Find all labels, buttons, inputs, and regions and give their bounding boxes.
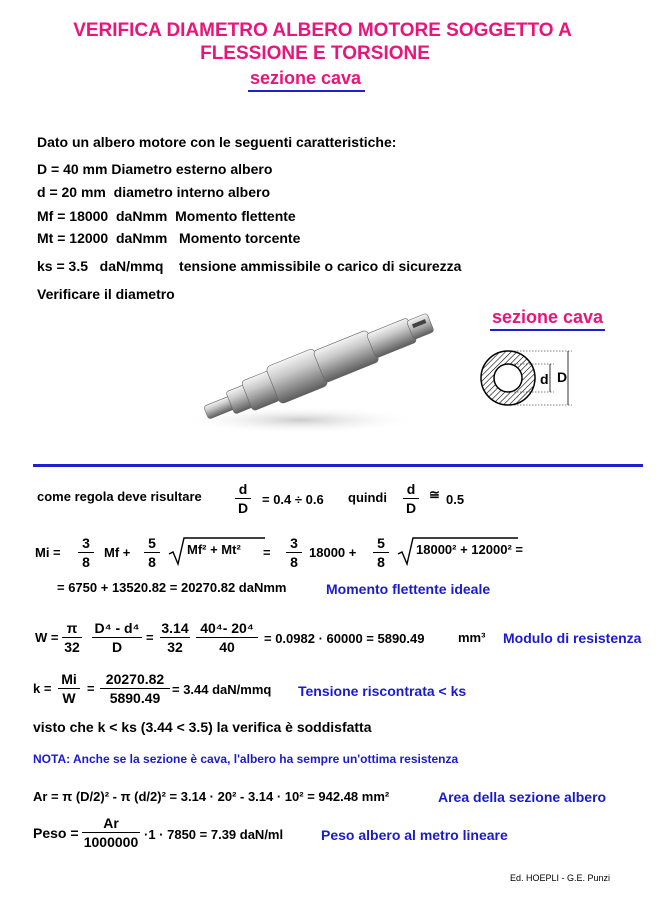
title-line-2: FLESSIONE E TORSIONE bbox=[200, 43, 430, 64]
divider-rule bbox=[33, 464, 643, 467]
param-D-sym: D = 40 mm bbox=[37, 161, 108, 177]
fraction-bar bbox=[82, 832, 140, 833]
param-ks bbox=[37, 258, 461, 274]
param-d-sym: d = 20 mm bbox=[37, 184, 106, 200]
param-ks-unit: daN/mmq bbox=[99, 258, 164, 274]
w-frac-4 bbox=[196, 620, 258, 655]
rule-quindi: quindi bbox=[348, 490, 387, 505]
mi-v1: 18000 + bbox=[309, 545, 357, 560]
rule-value: 0.5 bbox=[446, 492, 465, 507]
peso-fraction bbox=[82, 815, 140, 850]
param-Mf-desc: Momento flettente bbox=[175, 208, 296, 224]
w-result: = 0.0982 · 60000 = 5890.49 bbox=[264, 631, 425, 646]
area-label: Area della sezione albero bbox=[438, 789, 607, 805]
param-Mf bbox=[37, 208, 296, 224]
mi-root-1: Mf² + Mt² bbox=[187, 542, 241, 557]
fraction-bar bbox=[58, 688, 80, 689]
task-text: Verificare il diametro bbox=[37, 286, 175, 302]
k-label: Tensione riscontrata < ks bbox=[298, 683, 467, 699]
w-frac4-num: 40⁴- 20⁴ bbox=[200, 620, 254, 636]
param-Mt bbox=[37, 230, 300, 246]
w-frac1-den: 32 bbox=[64, 639, 80, 655]
footer-credit: Ed. HOEPLI - G.E. Punzi bbox=[510, 873, 611, 883]
rule-fraction-2 bbox=[403, 481, 419, 516]
mi-frac-3 bbox=[286, 535, 302, 570]
w-frac2-num: D⁴ - d⁴ bbox=[94, 620, 140, 636]
rule-range: = 0.4 ÷ 0.6 bbox=[262, 492, 324, 507]
w-label: Modulo di resistenza bbox=[503, 630, 642, 646]
rule-frac-den: D bbox=[237, 500, 249, 516]
fraction-bar bbox=[100, 688, 170, 689]
rule-frac-num: d bbox=[238, 481, 248, 497]
fraction-bar bbox=[286, 552, 302, 553]
fraction-bar bbox=[160, 637, 190, 638]
fraction-bar bbox=[403, 498, 419, 499]
w-frac1-num: π bbox=[66, 620, 78, 636]
w-frac3-num: 3.14 bbox=[161, 620, 189, 636]
mi-mf: Mf + bbox=[104, 545, 131, 560]
peso-label: Peso albero al metro lineare bbox=[321, 827, 508, 843]
k-frac2-num: 20270.82 bbox=[105, 671, 165, 687]
rule-frac2-num: d bbox=[406, 481, 416, 497]
peso-rest: ·1 · 7850 = 7.39 daN/ml bbox=[144, 827, 284, 842]
mi-lhs: Mi = bbox=[35, 545, 61, 560]
param-d-desc: diametro interno albero bbox=[113, 184, 271, 200]
mi-result: = 6750 + 13520.82 = 20270.82 daNmm bbox=[57, 580, 287, 595]
w-frac3-den: 32 bbox=[167, 639, 183, 655]
rule-frac2-den: D bbox=[405, 500, 417, 516]
w-frac4-den: 40 bbox=[219, 639, 235, 655]
w-frac2-den: D bbox=[111, 639, 123, 655]
param-D-desc: Diametro esterno albero bbox=[111, 161, 273, 177]
mi-frac1-den: 8 bbox=[82, 554, 90, 570]
peso-frac-num: Ar bbox=[103, 815, 119, 831]
param-ks-sym: ks = 3.5 bbox=[37, 258, 88, 274]
mi-frac-4 bbox=[373, 535, 389, 570]
mi-frac2-den: 8 bbox=[148, 554, 156, 570]
mi-frac-1 bbox=[78, 535, 94, 570]
rule-fraction bbox=[235, 481, 251, 516]
fraction-bar bbox=[78, 552, 94, 553]
mi-frac2-num: 5 bbox=[148, 535, 156, 551]
peso-frac-den: 1000000 bbox=[83, 834, 139, 850]
mi-frac4-num: 5 bbox=[377, 535, 385, 551]
mi-root-2: 18000² + 12000² = bbox=[416, 542, 523, 557]
k-result: = 3.44 daN/mmq bbox=[172, 682, 272, 697]
section-label: sezione cava bbox=[490, 307, 605, 331]
fraction-bar bbox=[92, 637, 142, 638]
w-eq: = bbox=[146, 630, 154, 645]
rule-approx: ≅ bbox=[429, 487, 440, 502]
mi-frac4-den: 8 bbox=[377, 554, 385, 570]
verify-text: visto che k < ks (3.44 < 3.5) la verifica è soddisfatta bbox=[33, 719, 372, 735]
nota-text: NOTA: Anche se la sezione è cava, l'albero ha sempre un'ottima resistenza bbox=[33, 752, 459, 766]
title-line-1: VERIFICA DIAMETRO ALBERO MOTORE SOGGETTO A bbox=[73, 20, 572, 41]
fraction-bar bbox=[144, 552, 160, 553]
section-d-label: d bbox=[540, 371, 549, 387]
peso-lhs: Peso = bbox=[33, 825, 79, 841]
intro-text: Dato un albero motore con le seguenti caratteristiche: bbox=[37, 134, 397, 150]
mi-frac3-num: 3 bbox=[290, 535, 298, 551]
mi-eq: = bbox=[263, 545, 271, 560]
w-lhs: W = bbox=[35, 630, 59, 645]
mi-frac-2 bbox=[144, 535, 160, 570]
param-d bbox=[37, 184, 270, 200]
mi-frac1-num: 3 bbox=[82, 535, 90, 551]
subtitle: sezione cava bbox=[248, 68, 365, 92]
k-lhs: k = bbox=[33, 681, 52, 696]
w-frac-3 bbox=[160, 620, 190, 655]
k-eq: = bbox=[87, 681, 95, 696]
fraction-bar bbox=[373, 552, 389, 553]
fraction-bar bbox=[62, 637, 82, 638]
param-ks-desc: tensione ammissibile o carico di sicurezza bbox=[179, 258, 462, 274]
w-frac-2 bbox=[92, 620, 142, 655]
param-Mf-unit: daNmm bbox=[116, 208, 168, 224]
hollow-section-diagram bbox=[478, 345, 583, 411]
rule-text: come regola deve risultare bbox=[37, 489, 202, 504]
area-text: Ar = π (D/2)² - π (d/2)² = 3.14 · 20² - 3.14 · 10² = 942.48 mm² bbox=[33, 789, 390, 804]
w-unit: mm³ bbox=[458, 630, 486, 645]
section-D-label: D bbox=[557, 369, 568, 385]
k-frac-1 bbox=[58, 671, 80, 706]
param-Mt-sym: Mt = 12000 bbox=[37, 230, 109, 246]
param-Mt-desc: Momento torcente bbox=[179, 230, 301, 246]
k-frac2-den: 5890.49 bbox=[109, 690, 161, 706]
fraction-bar bbox=[196, 637, 258, 638]
param-Mt-unit: daNmm bbox=[116, 230, 168, 246]
fraction-bar bbox=[235, 498, 251, 499]
mi-frac3-den: 8 bbox=[290, 554, 298, 570]
param-Mf-sym: Mf = 18000 bbox=[37, 208, 109, 224]
param-D bbox=[37, 161, 272, 177]
shaft-illustration bbox=[180, 300, 450, 440]
k-frac-2 bbox=[100, 671, 170, 706]
k-frac1-den: W bbox=[62, 690, 76, 706]
k-frac1-num: Mi bbox=[61, 671, 77, 687]
w-frac-1 bbox=[62, 620, 82, 655]
mi-result-label: Momento flettente ideale bbox=[326, 581, 491, 597]
